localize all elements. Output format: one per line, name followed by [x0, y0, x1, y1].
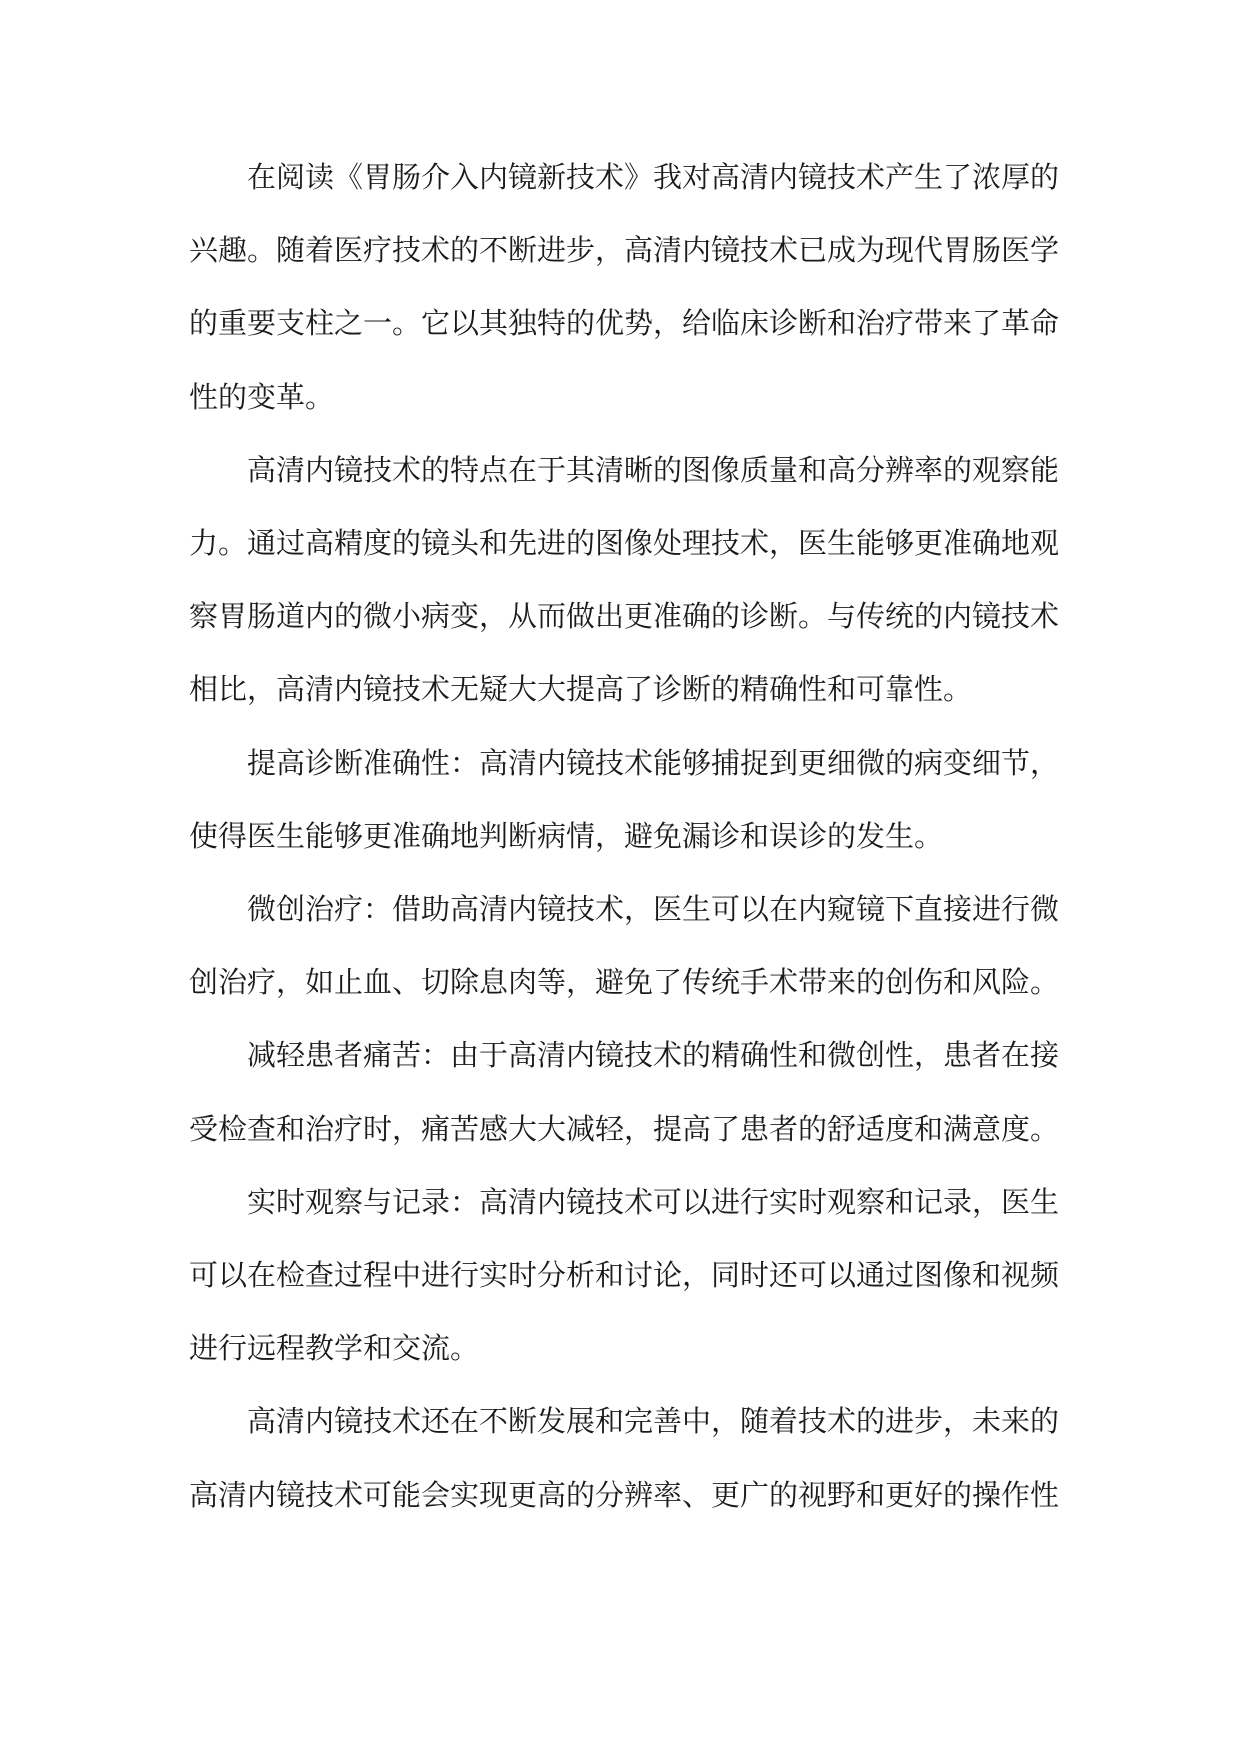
paragraph-1: 在阅读《胃肠介入内镜新技术》我对高清内镜技术产生了浓厚的兴趣。随着医疗技术的不断进步，高清内镜技术已成为现代胃肠医学的重要支柱之一。它以其独特的优势，给临床诊断和治疗带来了革命性的变革。 — [189, 160, 1060, 414]
paragraph-4: 微创治疗：借助高清内镜技术，医生可以在内窥镜下直接进行微创治疗，如止血、切除息肉等，避免了传统手术带来的创伤和风险。 — [189, 892, 1060, 1000]
paragraph-6: 实时观察与记录：高清内镜技术可以进行实时观察和记录，医生可以在检查过程中进行实时分析和讨论，同时还可以通过图像和视频进行远程教学和交流。 — [189, 1184, 1060, 1366]
document-body — [189, 141, 1059, 1532]
paragraph-5: 减轻患者痛苦：由于高清内镜技术的精确性和微创性，患者在接受检查和治疗时，痛苦感大大减轻，提高了患者的舒适度和满意度。 — [189, 1038, 1060, 1146]
paragraph-3: 提高诊断准确性：高清内镜技术能够捕捉到更细微的病变细节，使得医生能够更准确地判断病情，避免漏诊和误诊的发生。 — [189, 745, 1060, 853]
paragraph-7: 高清内镜技术还在不断发展和完善中，随着技术的进步，未来的高清内镜技术可能会实现更高的分辨率、更广的视野和更好的操作性 — [189, 1404, 1060, 1512]
paragraph-2: 高清内镜技术的特点在于其清晰的图像质量和高分辨率的观察能力。通过高精度的镜头和先进的图像处理技术，医生能够更准确地观察胃肠道内的微小病变，从而做出更准确的诊断。与传统的内镜技术相比，高清内镜技术无疑大大提高了诊断的精确性和可靠性。 — [189, 452, 1060, 707]
